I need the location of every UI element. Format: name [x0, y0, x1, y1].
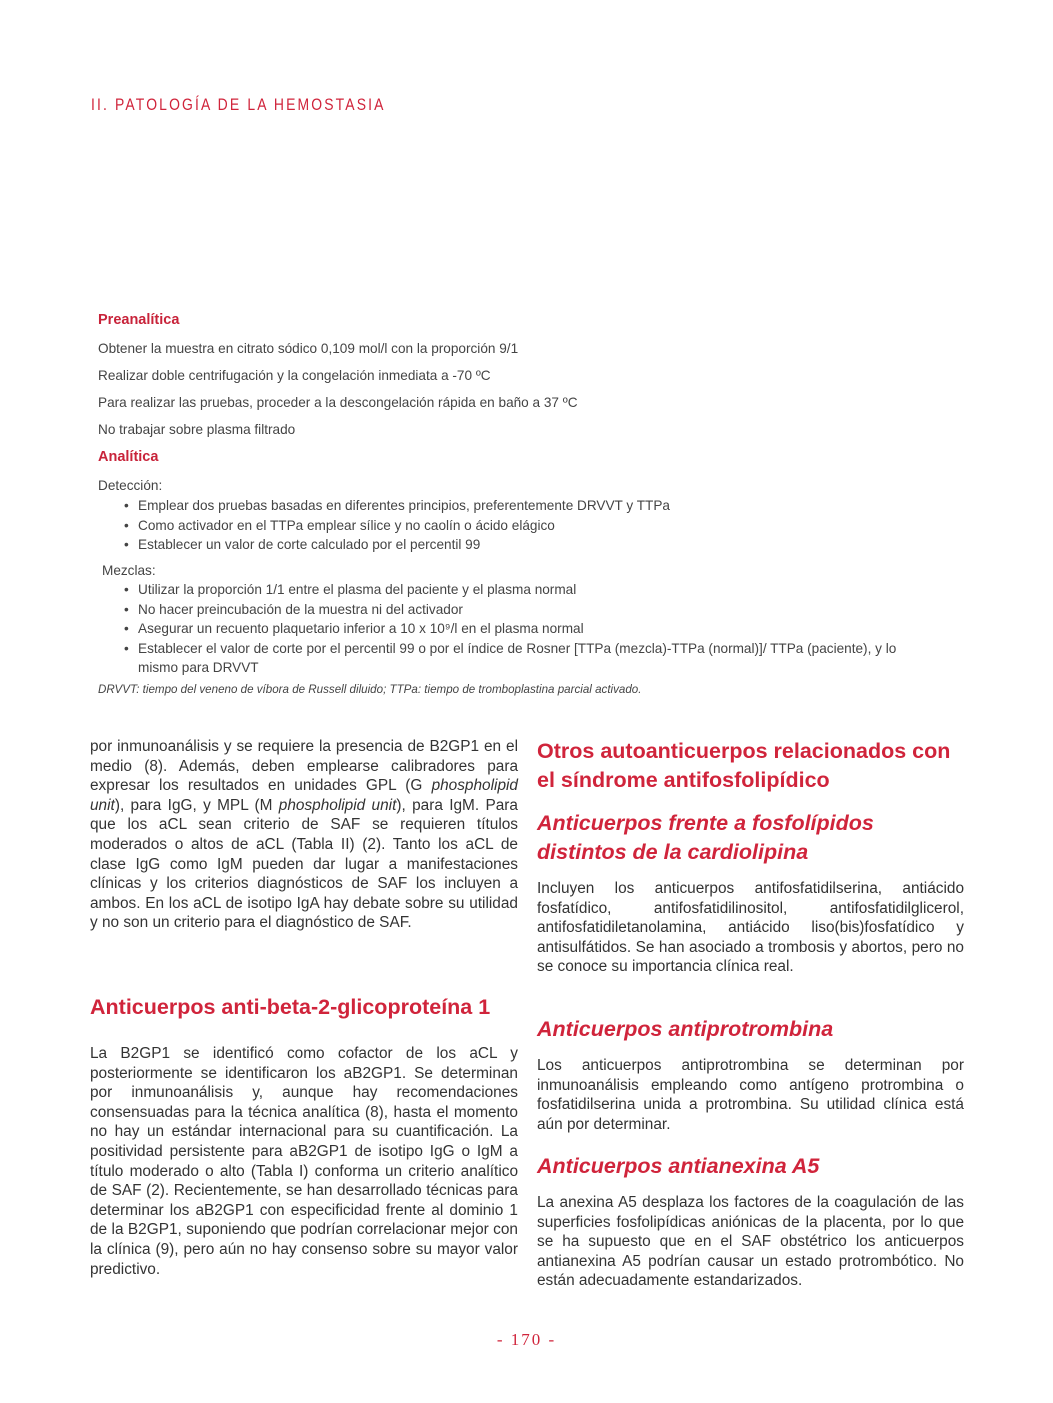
mezclas-label: Mezclas: — [102, 563, 156, 578]
subsection-heading: Anticuerpos frente a fosfolípidos distintos de la cardiolipina — [537, 811, 874, 864]
preanalitica-item: Realizar doble centrifugación y la congelación inmediata a -70 ºC — [98, 368, 491, 383]
body-paragraph: La anexina A5 desplaza los factores de la coagulación de las superficies fosfolipídicas aniónicas de la placenta, por lo que se ha supuesto que en el SAF obstétrico los anticuerpos antianexina A5 podrían causar un estado protrombótico. No están adecuadamente estandarizados. — [537, 1194, 964, 1290]
list-item: • No hacer preincubación de la muestra ni del activador — [124, 600, 924, 620]
list-item: • Emplear dos pruebas basadas en diferentes principios, preferentemente DRVVT y TTPa — [124, 496, 924, 516]
list-item: • Establecer el valor de corte por el percentil 99 o por el índice de Rosner [TTPa (mezcla)-TTPa (normal)]/ TTPa (paciente), y lo mismo para DRVVT — [124, 639, 924, 678]
preanalitica-item: Para realizar las pruebas, proceder a la descongelación rápida en baño a 37 ºC — [98, 395, 578, 410]
body-paragraph: Los anticuerpos antiprotrombina se determinan por inmunoanálisis empleando como antígeno protrombina o fosfatidilserina unida a protrombina. Su utilidad clínica está aún por determinar. — [537, 1057, 964, 1133]
table-footnote: DRVVT: tiempo del veneno de víbora de Russell diluido; TTPa: tiempo de tromboplastina parcial activado. — [98, 683, 642, 696]
deteccion-label: Detección: — [98, 478, 163, 493]
subsection-heading: Anticuerpos antiprotrombina — [537, 1017, 834, 1041]
preanalitica-item: No trabajar sobre plasma filtrado — [98, 422, 296, 437]
subsection-heading: Anticuerpos antianexina A5 — [537, 1154, 820, 1178]
section-heading: Otros autoanticuerpos relacionados con el síndrome antifosfolipídico — [537, 739, 951, 792]
deteccion-list — [124, 496, 924, 555]
preanalitica-title: Preanalítica — [98, 312, 180, 328]
section-heading: Anticuerpos anti-beta-2-glicoproteína 1 — [90, 995, 491, 1019]
preanalitica-item: Obtener la muestra en citrato sódico 0,109 mol/l con la proporción 9/1 — [98, 341, 519, 356]
body-paragraph: por inmunoanálisis y se requiere la presencia de B2GP1 en el medio (8). Además, deben emplearse calibradores para expresar los resultados en unidades GPL (G phospholipid unit), para IgG, y MPL (M phospholipid unit), para IgM. Para que los aCL sean criterio de SAF se requieren títulos moderados o altos de aCL (Tabla II) (2). Tanto los aCL de clase IgG como IgM pueden dar lugar a manifestaciones clínicas y los criterios diagnósticos de SAF los incluyen a ambos. En los aCL de isotipo IgA hay debate sobre su utilidad y no son un criterio para el diagnóstico de SAF. — [90, 738, 518, 932]
section-title: II. PATOLOGÍA DE LA HEMOSTASIA — [91, 95, 386, 114]
list-item: • Establecer un valor de corte calculado por el percentil 99 — [124, 535, 924, 555]
mezclas-list — [124, 580, 924, 678]
list-item: • Utilizar la proporción 1/1 entre el plasma del paciente y el plasma normal — [124, 580, 924, 600]
analitica-title: Analítica — [98, 449, 159, 465]
body-paragraph: Incluyen los anticuerpos antifosfatidilserina, antiácido fosfatídico, antifosfatidilinositol, antifosfatidilglicerol, antifosfatidiletanolamina, antiácido liso(bis)fosfatídico y antisulfátidos. Se han asociado a trombosis y abortos, pero no se conoce su importancia clínica real. — [537, 880, 964, 976]
list-item: • Como activador en el TTPa emplear sílice y no caolín o ácido elágico — [124, 516, 924, 536]
page-number: - 170 - — [496, 1330, 557, 1349]
list-item: • Asegurar un recuento plaquetario inferior a 10 x 10⁹/l en el plasma normal — [124, 619, 924, 639]
body-paragraph: La B2GP1 se identificó como cofactor de los aCL y posteriormente se identificaron los aB2GP1. Se determinan por inmunoanálisis y, aunque hay recomendaciones consensuadas para la técnica analítica (8), hasta el momento no hay un estándar internacional para su cuantificación. La positividad persistente para aB2GP1 de isotipo IgG o IgM a título moderado o alto (Tabla I) conforma un criterio analítico de SAF (2). Recientemente, se han desarrollado técnicas para determinar los aB2GP1 con especificidad frente al dominio 1 de la B2GP1, suponiendo que podrían correlacionar mejor con la clínica (9), pero aún no hay consenso sobre su mayor valor predictivo. — [90, 1045, 518, 1278]
